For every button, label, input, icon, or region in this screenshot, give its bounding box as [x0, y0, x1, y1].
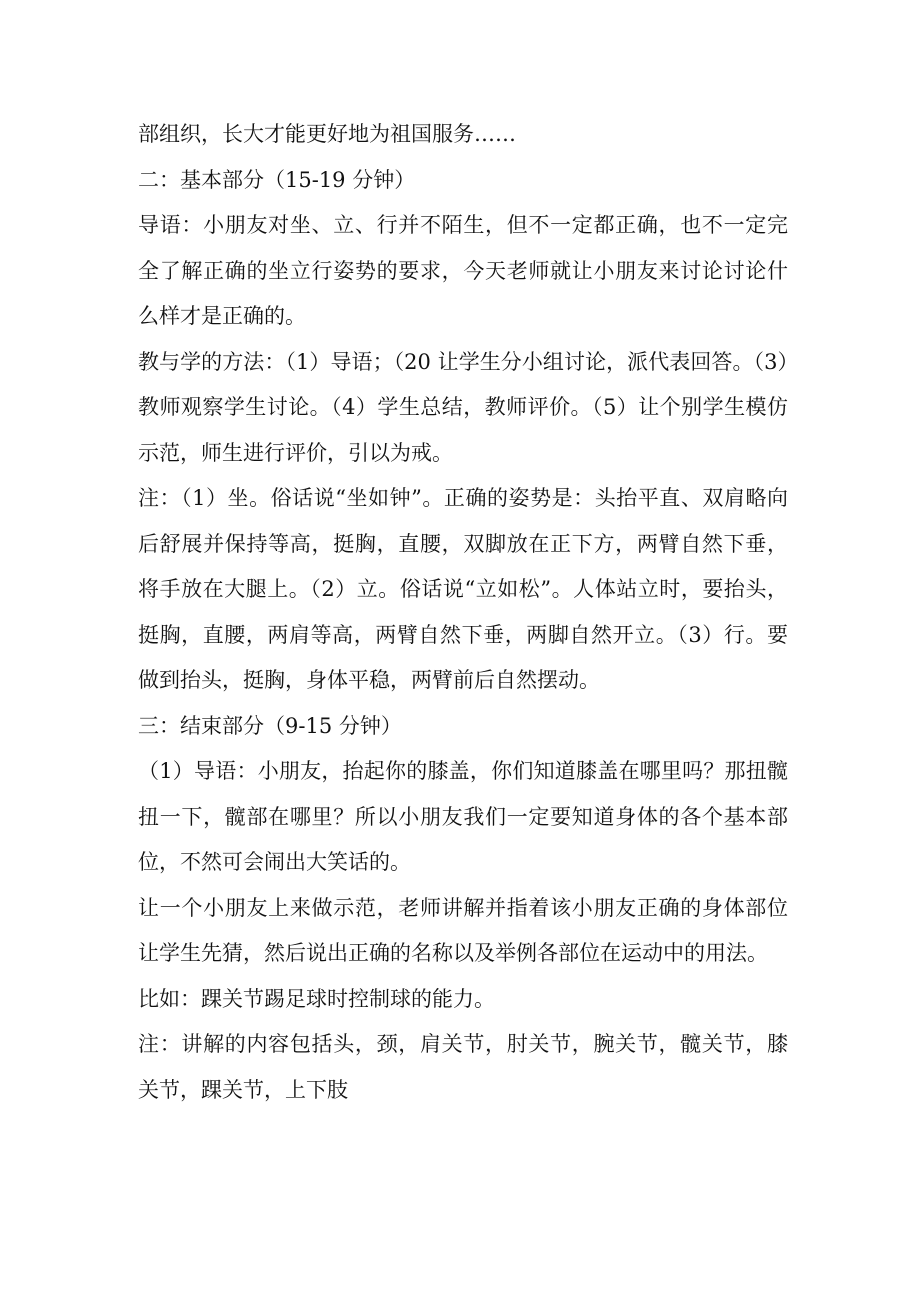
paragraph-teaching-methods: 教与学的方法：（1）导语；（20 让学生分小组讨论，派代表回答。（3）教师观察学生讨论。（4）学生总结，教师评价。（5）让个别学生模仿示范，师生进行评价，引以为戒。	[138, 349, 788, 465]
paragraph-continuation: 部组织，长大才能更好地为祖国服务……	[138, 122, 516, 146]
section-heading-basic-part: 二：基本部分（15-19 分钟）	[138, 167, 416, 192]
paragraph-content-notes: 注：讲解的内容包括头，颈，肩关节，肘关节，腕关节，髋关节，膝关节，踝关节，上下肢	[138, 1032, 788, 1102]
document-page	[138, 112, 788, 1113]
paragraph-posture-notes: 注：（1）坐。俗话说“坐如钟”。正确的姿势是：头抬平直、双肩略向后舒展并保持等高，挺胸，直腰，双脚放在正下方，两臂自然下垂，将手放在大腿上。（2）立。俗话说“立如松”。人体站立时，要抬头，挺胸，直腰，两肩等高，两臂自然下垂，两脚自然开立。（3）行。要做到抬头，挺胸，身体平稳，两臂前后自然摆动。	[138, 486, 788, 692]
paragraph-example: 比如：踝关节踢足球时控制球的能力。	[138, 986, 495, 1011]
paragraph-demonstration: 让一个小朋友上来做示范，老师讲解并指着该小朋友正确的身体部位让学生先猜，然后说出正确的名称以及举例各部位在运动中的用法。	[138, 895, 788, 965]
paragraph-introduction: 导语：小朋友对坐、立、行并不陌生，但不一定都正确，也不一定完全了解正确的坐立行姿势的要求，今天老师就让小朋友来讨论讨论什么样才是正确的。	[138, 213, 788, 328]
paragraph-ending-introduction: （1）导语：小朋友，抬起你的膝盖，你们知道膝盖在哪里吗？那扭髋扭一下，髋部在哪里？所以小朋友我们一定要知道身体的各个基本部位，不然可会闹出大笑话的。	[138, 759, 788, 874]
section-heading-ending-part: 三：结束部分（9-15 分钟）	[138, 713, 402, 738]
